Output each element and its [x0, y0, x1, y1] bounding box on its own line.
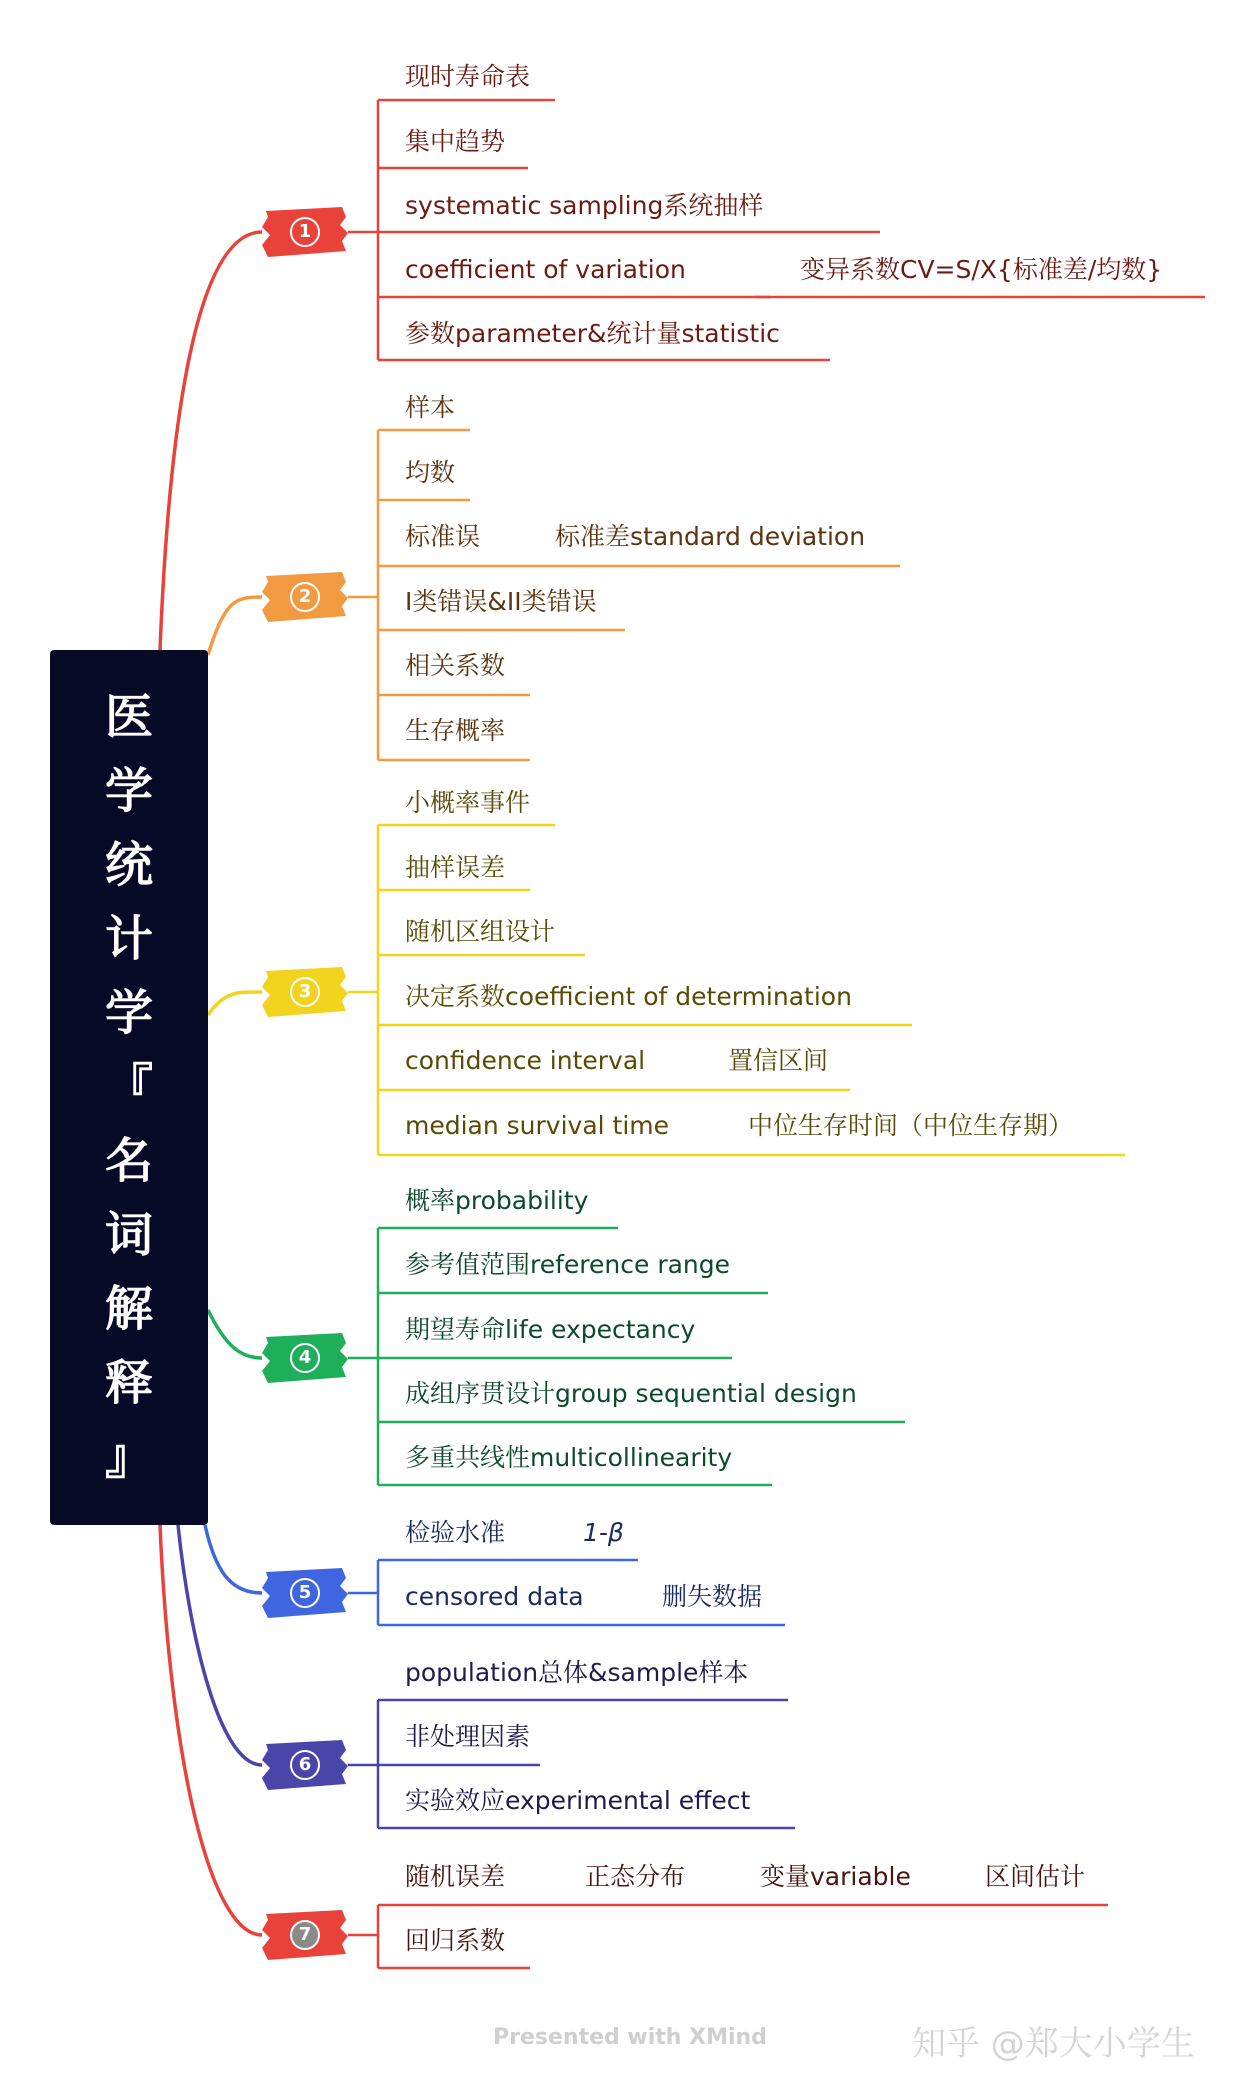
connector-branch-4: [208, 1310, 262, 1358]
topic-2-6[interactable]: 生存概率: [405, 716, 506, 745]
topic-1-5[interactable]: 参数parameter&统计量statistic: [405, 319, 780, 348]
branch-5-badge[interactable]: 5: [262, 1566, 348, 1620]
connector-branch-2: [208, 597, 262, 655]
topic-3-4[interactable]: 决定系数coefficient of determination: [405, 982, 852, 1011]
topic-2-2[interactable]: 均数: [405, 458, 456, 487]
connector-branch-1: [160, 232, 262, 650]
topic-3-5[interactable]: confidence interval: [405, 1046, 646, 1075]
topic-1-3[interactable]: systematic sampling系统抽样: [405, 191, 764, 220]
topic-2-1[interactable]: 样本: [405, 393, 456, 422]
topic-4-4[interactable]: 成组序贯设计group sequential design: [405, 1379, 857, 1408]
topic-6-3[interactable]: 实验效应experimental effect: [405, 1786, 751, 1815]
topic-3-2[interactable]: 抽样误差: [405, 853, 506, 882]
topic-3-6[interactable]: median survival time: [405, 1111, 670, 1140]
subtopic-7-1-c[interactable]: 区间估计: [985, 1862, 1086, 1891]
subtopic-5-2[interactable]: 删失数据: [662, 1582, 763, 1611]
topic-4-3[interactable]: 期望寿命life expectancy: [405, 1315, 696, 1344]
topic-1-1[interactable]: 现时寿命表: [405, 62, 531, 91]
xmind-watermark: Presented with XMind: [493, 2025, 767, 2050]
topic-2-4[interactable]: I类错误&II类错误: [405, 587, 597, 616]
branch-6-badge[interactable]: 6: [262, 1738, 348, 1792]
topic-7-2[interactable]: 回归系数: [405, 1926, 506, 1955]
topic-1-4[interactable]: coefficient of variation: [405, 255, 686, 284]
topic-2-5[interactable]: 相关系数: [405, 651, 506, 680]
topic-4-2[interactable]: 参考值范围reference range: [405, 1250, 731, 1279]
topic-6-1[interactable]: population总体&sample样本: [405, 1658, 749, 1687]
topic-3-3[interactable]: 随机区组设计: [405, 917, 556, 946]
branch-4-badge[interactable]: 4: [262, 1331, 348, 1385]
topic-5-2[interactable]: censored data: [405, 1582, 584, 1611]
subtopic-1-4[interactable]: 变异系数CV=S/X{标准差/均数}: [800, 255, 1163, 284]
root-node[interactable]: [50, 650, 208, 1525]
subtopic-5-1[interactable]: 1-β: [583, 1518, 624, 1547]
branch-1-badge[interactable]: 1: [262, 205, 348, 259]
subtopic-3-6[interactable]: 中位生存时间（中位生存期）: [748, 1111, 1074, 1140]
topic-1-2[interactable]: 集中趋势: [405, 127, 506, 156]
zhihu-watermark: 知乎 @郑大小学生: [912, 2024, 1195, 2064]
branch-7-badge[interactable]: 7: [262, 1908, 348, 1962]
topic-2-3[interactable]: 标准误: [405, 522, 481, 551]
branch-3-badge[interactable]: 3: [262, 965, 348, 1019]
connector-branch-6: [178, 1525, 262, 1765]
topic-6-2[interactable]: 非处理因素: [405, 1722, 531, 1751]
subtopic-7-1-a[interactable]: 正态分布: [585, 1862, 686, 1891]
connector-branch-3: [208, 992, 262, 1015]
topic-5-1[interactable]: 检验水准: [405, 1518, 506, 1547]
subtopic-2-3[interactable]: 标准差standard deviation: [555, 522, 866, 551]
subtopic-3-5[interactable]: 置信区间: [728, 1046, 829, 1075]
topic-7-1[interactable]: 随机误差: [405, 1862, 506, 1891]
topic-3-1[interactable]: 小概率事件: [405, 788, 531, 817]
topic-4-5[interactable]: 多重共线性multicollinearity: [405, 1443, 733, 1472]
connector-branch-5: [205, 1525, 262, 1593]
connector-branch-7: [160, 1525, 262, 1935]
root-title: 医 学 统 计 学 『 名 词 解 释 』: [104, 689, 153, 1485]
subtopic-7-1-b[interactable]: 变量variable: [760, 1862, 911, 1891]
topic-4-1[interactable]: 概率probability: [405, 1186, 589, 1215]
branch-2-badge[interactable]: 2: [262, 570, 348, 624]
